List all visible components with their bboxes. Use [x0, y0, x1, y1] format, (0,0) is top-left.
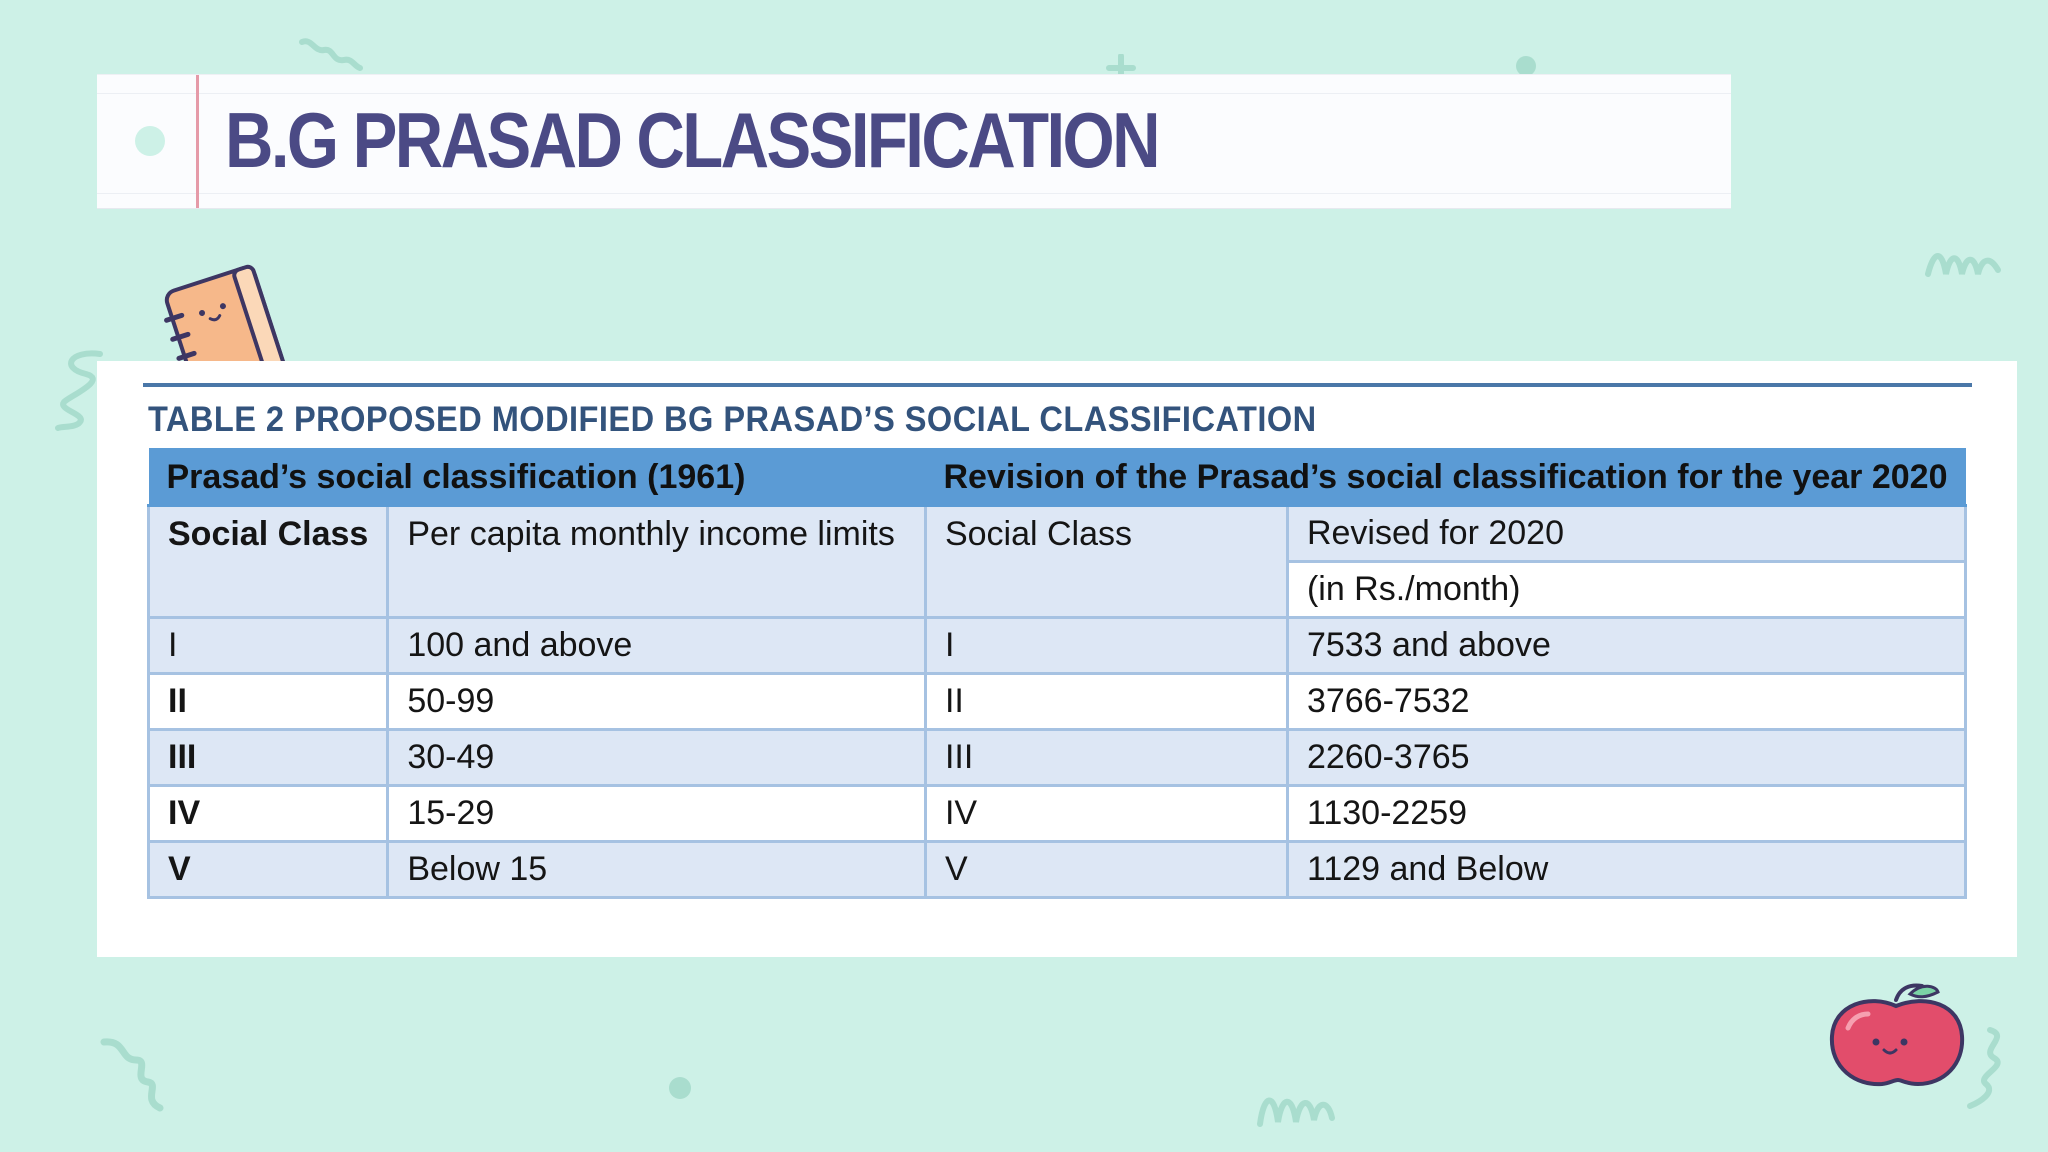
column-header-unit: (in Rs./month) — [1287, 562, 1965, 618]
column-header-row — [149, 506, 1966, 562]
limit-1961-cell: 100 and above — [388, 618, 926, 674]
table-row — [149, 842, 1966, 898]
wave-doodle — [1924, 248, 2004, 282]
rule-line — [97, 193, 1731, 194]
dot-doodle — [1514, 54, 1538, 74]
column-header-social-class-2020: Social Class — [925, 506, 1287, 618]
margin-line — [196, 75, 199, 208]
table-row — [149, 618, 1966, 674]
table-row — [149, 786, 1966, 842]
limit-2020-cell: 1129 and Below — [1287, 842, 1965, 898]
table-row — [149, 674, 1966, 730]
class-2020-cell: IV — [925, 786, 1287, 842]
group-header-1961: Prasad’s social classification (1961) — [149, 450, 926, 506]
class-2020-cell: V — [925, 842, 1287, 898]
table-top-rule — [143, 383, 1972, 387]
notebook-sticker — [146, 262, 306, 364]
limit-1961-cell: 30-49 — [388, 730, 926, 786]
class-1961-cell: I — [149, 618, 388, 674]
class-1961-cell: II — [149, 674, 388, 730]
class-2020-cell: I — [925, 618, 1287, 674]
class-1961-cell: V — [149, 842, 388, 898]
column-header-social-class-1961: Social Class — [149, 506, 388, 618]
table-row — [149, 730, 1966, 786]
column-header-revised: Revised for 2020 — [1287, 506, 1965, 562]
dot-doodle — [666, 1074, 694, 1102]
limit-1961-cell: Below 15 — [388, 842, 926, 898]
slide-title: B.G PRASAD CLASSIFICATION — [225, 96, 1159, 184]
class-1961-cell: III — [149, 730, 388, 786]
table-caption: TABLE 2 PROPOSED MODIFIED BG PRASAD’S SOCIAL CLASSIFICATION — [148, 400, 1317, 439]
classification-table — [147, 448, 1967, 899]
limit-1961-cell: 15-29 — [388, 786, 926, 842]
squiggle-doodle — [296, 36, 366, 76]
limit-1961-cell: 50-99 — [388, 674, 926, 730]
group-header-2020: Revision of the Prasad’s social classification for the year 2020 — [925, 450, 1965, 506]
punch-hole — [135, 126, 165, 156]
wave-doodle — [1254, 1084, 1338, 1128]
class-2020-cell: III — [925, 730, 1287, 786]
squiggle-doodle — [96, 1036, 168, 1116]
class-1961-cell: IV — [149, 786, 388, 842]
apple-sticker — [1826, 980, 1970, 1092]
class-2020-cell: II — [925, 674, 1287, 730]
limit-2020-cell: 2260-3765 — [1287, 730, 1965, 786]
limit-2020-cell: 1130-2259 — [1287, 786, 1965, 842]
limit-2020-cell: 3766-7532 — [1287, 674, 1965, 730]
column-header-income-limits: Per capita monthly income limits — [388, 506, 926, 618]
limit-2020-cell: 7533 and above — [1287, 618, 1965, 674]
group-header-row — [149, 450, 1966, 506]
